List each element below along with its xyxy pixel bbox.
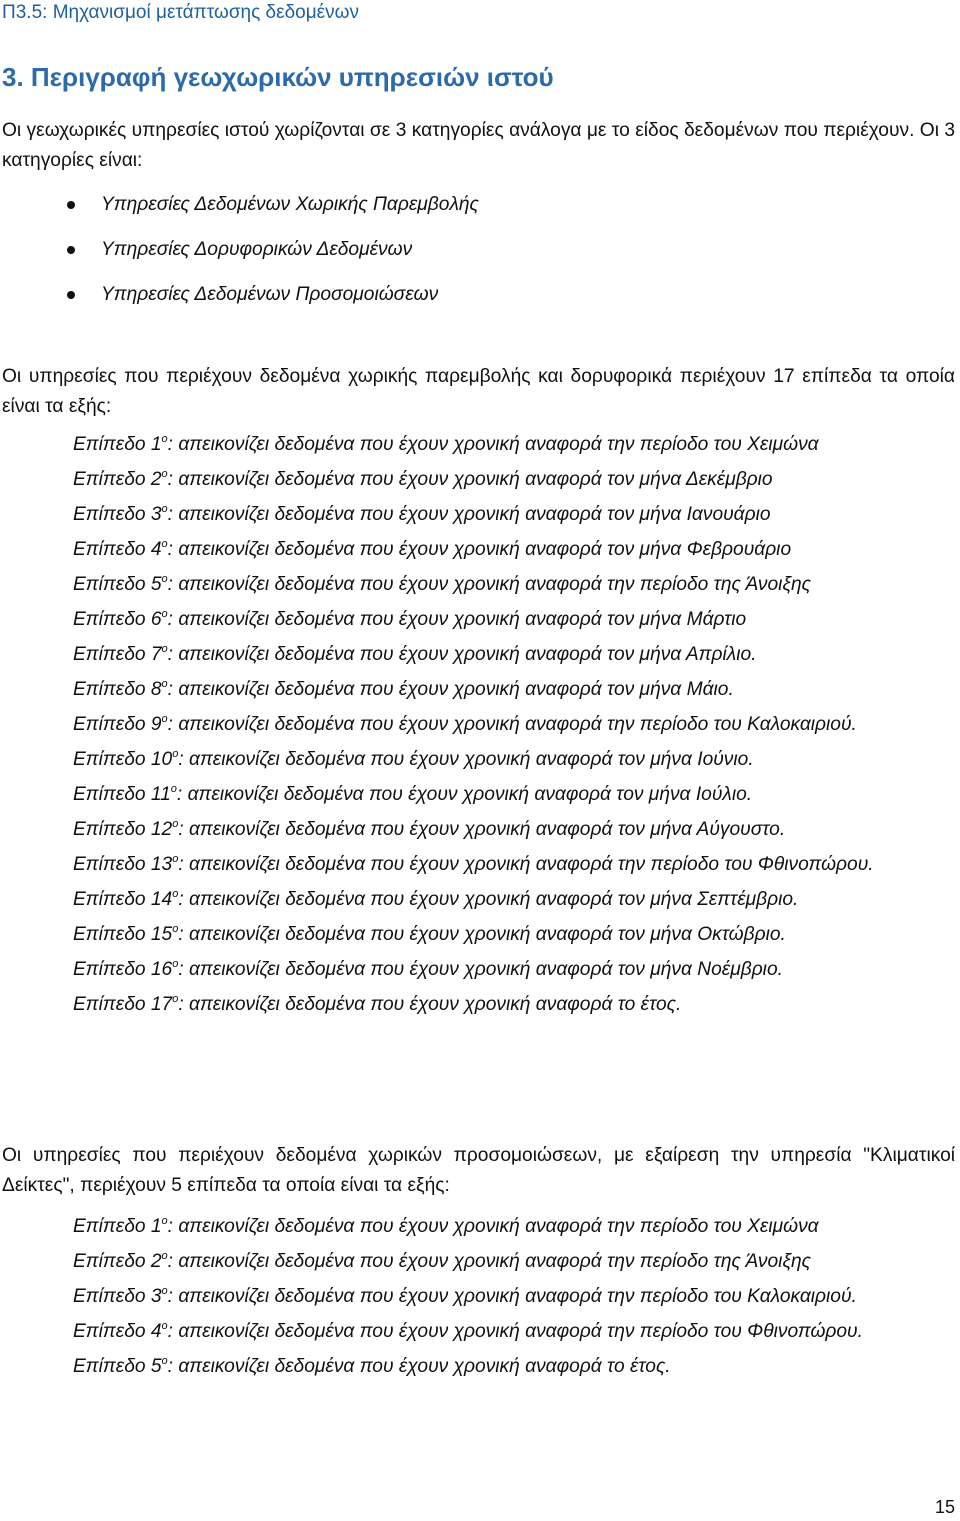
level-label: Επίπεδο 5 [73, 1356, 162, 1377]
level-item [73, 990, 953, 1020]
level-item [73, 640, 953, 670]
level-label: Επίπεδο 5 [73, 574, 162, 595]
bullet-icon [67, 291, 75, 299]
ordinal-suffix: ο [161, 572, 168, 585]
ordinal-suffix: ο [161, 467, 168, 480]
level-label: Επίπεδο 11 [73, 784, 171, 805]
level-label: Επίπεδο 2 [73, 469, 162, 490]
level-label: Επίπεδο 1 [73, 1216, 162, 1237]
list-item [0, 280, 960, 325]
level-item [73, 535, 953, 565]
page-number: 15 [934, 1497, 955, 1517]
level-label: Επίπεδο 12 [73, 819, 173, 840]
level-item [73, 430, 953, 460]
level-item [73, 1247, 953, 1277]
level-description: : απεικονίζει δεδομένα που έχουν χρονική αναφορά την περίοδο του Καλοκαιριού. [167, 714, 857, 735]
list-item [0, 190, 960, 235]
ordinal-suffix: ο [161, 607, 168, 620]
level-description: : απεικονίζει δεδομένα που έχουν χρονική αναφορά τον μήνα Νοέμβριο. [178, 959, 783, 980]
level-item [73, 500, 953, 530]
ordinal-suffix: ο [172, 922, 179, 935]
level-label: Επίπεδο 8 [73, 679, 162, 700]
ordinal-suffix: ο [161, 1249, 168, 1262]
level-item [73, 780, 953, 810]
level-description: : απεικονίζει δεδομένα που έχουν χρονική αναφορά τον μήνα Ιούλιο. [176, 784, 753, 805]
ordinal-suffix: ο [161, 502, 168, 515]
level-description: : απεικονίζει δεδομένα που έχουν χρονική αναφορά τον μήνα Ιούνιο. [178, 749, 754, 770]
level-description: : απεικονίζει δεδομένα που έχουν χρονική αναφορά τον μήνα Απρίλιο. [167, 644, 757, 665]
level-item [73, 570, 953, 600]
level-description: : απεικονίζει δεδομένα που έχουν χρονική αναφορά τον μήνα Αύγουστο. [178, 819, 786, 840]
bullet-icon [67, 246, 75, 254]
ordinal-suffix: ο [161, 1319, 168, 1332]
bullet-icon [67, 201, 75, 209]
level-label: Επίπεδο 2 [73, 1251, 162, 1272]
ordinal-suffix: ο [161, 1354, 168, 1367]
ordinal-suffix: ο [172, 852, 179, 865]
level-description: : απεικονίζει δεδομένα που έχουν χρονική αναφορά την περίοδο του Χειμώνα [167, 1216, 819, 1237]
ordinal-suffix: ο [161, 1284, 168, 1297]
category-label: Υπηρεσίες Δεδομένων Χωρικής Παρεμβολής [101, 194, 479, 215]
level-item [73, 605, 953, 635]
level-label: Επίπεδο 14 [73, 889, 173, 910]
level-item [73, 1317, 953, 1347]
level-description: : απεικονίζει δεδομένα που έχουν χρονική αναφορά την περίοδο του Καλοκαιριού. [167, 1286, 857, 1307]
level-item [73, 710, 953, 740]
level-description: : απεικονίζει δεδομένα που έχουν χρονική αναφορά τον μήνα Φεβρουάριο [167, 539, 792, 560]
level-label: Επίπεδο 3 [73, 1286, 162, 1307]
level-label: Επίπεδο 9 [73, 714, 162, 735]
level-label: Επίπεδο 3 [73, 504, 162, 525]
level-description: : απεικονίζει δεδομένα που έχουν χρονική αναφορά τον μήνα Μάρτιο [167, 609, 747, 630]
level-description: : απεικονίζει δεδομένα που έχουν χρονική αναφορά το έτος. [178, 994, 682, 1015]
list-item [0, 235, 960, 280]
level-label: Επίπεδο 4 [73, 1321, 162, 1342]
ordinal-suffix: ο [161, 712, 168, 725]
levels5-list [0, 1212, 960, 1387]
level-description: : απεικονίζει δεδομένα που έχουν χρονική αναφορά το έτος. [167, 1356, 671, 1377]
level-description: : απεικονίζει δεδομένα που έχουν χρονική αναφορά τον μήνα Μάιο. [167, 679, 734, 700]
level-description: : απεικονίζει δεδομένα που έχουν χρονική αναφορά την περίοδο του Χειμώνα [167, 434, 819, 455]
level-item [73, 885, 953, 915]
category-label: Υπηρεσίες Δεδομένων Προσομοιώσεων [101, 284, 439, 305]
level-description: : απεικονίζει δεδομένα που έχουν χρονική αναφορά τον μήνα Ιανουάριο [167, 504, 771, 525]
ordinal-suffix: ο [161, 537, 168, 550]
level-description: : απεικονίζει δεδομένα που έχουν χρονική αναφορά τον μήνα Οκτώβριο. [178, 924, 786, 945]
ordinal-suffix: ο [172, 957, 179, 970]
ordinal-suffix: ο [161, 432, 168, 445]
level-label: Επίπεδο 13 [73, 854, 173, 875]
ordinal-suffix: ο [172, 992, 179, 1005]
ordinal-suffix: ο [161, 642, 168, 655]
levels17-intro-paragraph: Οι υπηρεσίες που περιέχουν δεδομένα χωρικής παρεμβολής και δορυφορικά περιέχουν 17 επίπεδα τα οποία είναι τα εξής: [2, 366, 955, 417]
ordinal-suffix: ο [172, 817, 179, 830]
level-item [73, 745, 953, 775]
category-label: Υπηρεσίες Δορυφορικών Δεδομένων [101, 239, 413, 260]
level-item [73, 1212, 953, 1242]
ordinal-suffix: ο [172, 887, 179, 900]
level-item [73, 920, 953, 950]
level-label: Επίπεδο 6 [73, 609, 162, 630]
ordinal-suffix: ο [170, 782, 177, 795]
section-heading: 3. Περιγραφή γεωχωρικών υπηρεσιών ιστού [2, 62, 554, 92]
ordinal-suffix: ο [161, 677, 168, 690]
level-description: : απεικονίζει δεδομένα που έχουν χρονική αναφορά την περίοδο του Φθινοπώρου. [178, 854, 874, 875]
level-label: Επίπεδο 4 [73, 539, 162, 560]
level-item [73, 675, 953, 705]
level-item [73, 1352, 953, 1382]
level-item [73, 815, 953, 845]
level-label: Επίπεδο 1 [73, 434, 162, 455]
levels5-intro-paragraph: Οι υπηρεσίες που περιέχουν δεδομένα χωρικών προσομοιώσεων, με εξαίρεση την υπηρεσία "Κλιματικοί Δείκτες", περιέχουν 5 επίπεδα τα οποία είναι τα εξής: [2, 1145, 955, 1196]
ordinal-suffix: ο [172, 747, 179, 760]
running-header: Π3.5: Μηχανισμοί μετάπτωσης δεδομένων [2, 2, 359, 23]
intro-paragraph: Οι γεωχωρικές υπηρεσίες ιστού χωρίζονται σε 3 κατηγορίες ανάλογα με το είδος δεδομένων που περιέχουν. Οι 3 κατηγορίες είναι: [2, 120, 955, 171]
ordinal-suffix: ο [161, 1214, 168, 1227]
level-description: : απεικονίζει δεδομένα που έχουν χρονική αναφορά την περίοδο του Φθινοπώρου. [167, 1321, 863, 1342]
levels17-list [0, 430, 960, 1025]
level-description: : απεικονίζει δεδομένα που έχουν χρονική αναφορά την περίοδο της Άνοιξης [167, 574, 811, 595]
level-label: Επίπεδο 10 [73, 749, 173, 770]
level-item [73, 465, 953, 495]
level-label: Επίπεδο 17 [73, 994, 173, 1015]
level-item [73, 1282, 953, 1312]
level-item [73, 850, 953, 880]
level-description: : απεικονίζει δεδομένα που έχουν χρονική αναφορά την περίοδο της Άνοιξης [167, 1251, 811, 1272]
level-label: Επίπεδο 16 [73, 959, 173, 980]
level-description: : απεικονίζει δεδομένα που έχουν χρονική αναφορά τον μήνα Σεπτέμβριο. [178, 889, 799, 910]
level-description: : απεικονίζει δεδομένα που έχουν χρονική αναφορά τον μήνα Δεκέμβριο [167, 469, 773, 490]
level-label: Επίπεδο 7 [73, 644, 162, 665]
level-label: Επίπεδο 15 [73, 924, 173, 945]
category-list [0, 190, 960, 325]
level-item [73, 955, 953, 985]
